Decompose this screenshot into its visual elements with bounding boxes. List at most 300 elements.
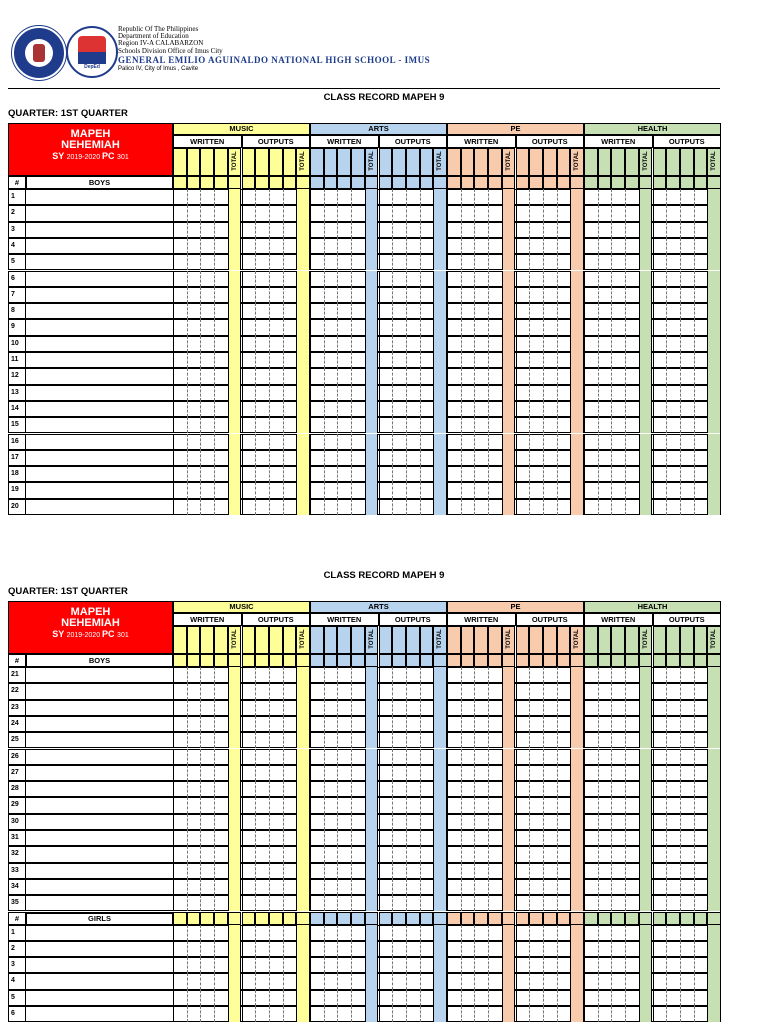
score-cell xyxy=(420,667,434,683)
total-cell xyxy=(639,732,653,748)
score-cell xyxy=(653,667,667,683)
score-cell xyxy=(461,814,475,830)
row-number: 14 xyxy=(11,404,19,412)
total-cell xyxy=(365,814,379,830)
score-cell xyxy=(625,941,639,957)
score-cell xyxy=(392,716,406,732)
score-cell xyxy=(337,895,351,911)
score-cell xyxy=(529,303,543,319)
score-cell xyxy=(625,781,639,797)
hps-cell xyxy=(406,654,420,667)
score-cell xyxy=(379,895,393,911)
score-cell xyxy=(324,925,338,941)
total-cell xyxy=(707,814,721,830)
score-cell xyxy=(694,352,708,368)
score-cell xyxy=(474,401,488,417)
score-cell xyxy=(529,417,543,433)
score-cell xyxy=(666,1006,680,1022)
quarter-label: QUARTER: 1ST QUARTER xyxy=(8,108,128,119)
score-cell xyxy=(255,450,269,466)
total-cell xyxy=(570,466,584,482)
score-cell xyxy=(680,352,694,368)
score-cell xyxy=(625,482,639,498)
score-cell xyxy=(461,973,475,989)
score-cell xyxy=(283,814,297,830)
total-cell xyxy=(228,368,242,384)
score-cell xyxy=(310,189,324,205)
score-cell xyxy=(653,303,667,319)
total-cell xyxy=(502,830,516,846)
score-cell xyxy=(543,941,557,957)
total-label: TOTAL xyxy=(574,629,581,649)
total-cell xyxy=(707,830,721,846)
score-cell xyxy=(242,336,256,352)
score-cell xyxy=(173,385,187,401)
hps-cell xyxy=(242,912,256,925)
score-cell xyxy=(351,957,365,973)
score-cell xyxy=(200,990,214,1006)
hps-cell xyxy=(283,176,297,189)
score-column-header xyxy=(694,148,708,176)
total-cell xyxy=(365,716,379,732)
row-number: 34 xyxy=(11,882,19,890)
total-label: TOTAL xyxy=(368,629,375,649)
hps-cell xyxy=(365,176,379,189)
score-cell xyxy=(283,450,297,466)
score-cell xyxy=(543,222,557,238)
score-cell xyxy=(200,499,214,515)
score-cell xyxy=(187,716,201,732)
score-cell xyxy=(516,271,530,287)
score-cell xyxy=(625,417,639,433)
score-cell xyxy=(200,700,214,716)
score-cell xyxy=(187,287,201,303)
component-label: WRITTEN xyxy=(601,615,636,624)
total-cell xyxy=(365,222,379,238)
score-cell xyxy=(187,941,201,957)
score-cell xyxy=(200,417,214,433)
hps-cell xyxy=(269,654,283,667)
score-column-header xyxy=(187,148,201,176)
letterhead-line: Department of Education xyxy=(118,32,189,41)
score-cell xyxy=(337,205,351,221)
score-column-header xyxy=(694,626,708,654)
score-cell xyxy=(529,957,543,973)
hps-cell xyxy=(639,912,653,925)
score-cell xyxy=(625,683,639,699)
score-column-header xyxy=(379,626,393,654)
score-cell xyxy=(324,716,338,732)
hps-cell xyxy=(187,654,201,667)
score-cell xyxy=(543,336,557,352)
row-number: 19 xyxy=(11,486,19,494)
total-cell xyxy=(707,667,721,683)
sy-value: 2019-2020 xyxy=(66,154,103,161)
total-cell xyxy=(433,417,447,433)
score-cell xyxy=(392,385,406,401)
score-cell xyxy=(379,499,393,515)
score-cell xyxy=(269,417,283,433)
score-cell xyxy=(611,222,625,238)
score-cell xyxy=(474,925,488,941)
score-cell xyxy=(557,973,571,989)
score-cell xyxy=(337,879,351,895)
total-cell xyxy=(570,700,584,716)
score-cell xyxy=(351,879,365,895)
score-cell xyxy=(529,1006,543,1022)
total-cell xyxy=(502,401,516,417)
score-cell xyxy=(420,450,434,466)
hps-cell xyxy=(461,912,475,925)
total-cell xyxy=(433,957,447,973)
score-cell xyxy=(447,814,461,830)
score-cell xyxy=(173,482,187,498)
total-cell xyxy=(433,385,447,401)
score-cell xyxy=(474,879,488,895)
score-cell xyxy=(557,749,571,765)
score-cell xyxy=(420,222,434,238)
total-cell xyxy=(639,189,653,205)
score-cell xyxy=(625,879,639,895)
score-cell xyxy=(379,189,393,205)
score-cell xyxy=(543,271,557,287)
score-cell xyxy=(392,797,406,813)
total-cell xyxy=(433,1006,447,1022)
score-cell xyxy=(173,973,187,989)
total-label: TOTAL xyxy=(231,151,238,171)
score-cell xyxy=(516,667,530,683)
hps-cell xyxy=(516,654,530,667)
score-cell xyxy=(584,205,598,221)
hps-cell xyxy=(337,912,351,925)
component-label: OUTPUTS xyxy=(531,615,568,624)
score-cell xyxy=(406,846,420,862)
total-cell xyxy=(296,482,310,498)
score-cell xyxy=(379,716,393,732)
score-cell xyxy=(283,830,297,846)
score-cell xyxy=(200,466,214,482)
score-cell xyxy=(543,401,557,417)
score-cell xyxy=(324,303,338,319)
score-cell xyxy=(173,499,187,515)
total-cell xyxy=(570,765,584,781)
total-cell xyxy=(228,434,242,450)
hps-cell xyxy=(173,912,187,925)
score-cell xyxy=(255,222,269,238)
letterhead xyxy=(118,26,430,73)
score-cell xyxy=(173,957,187,973)
score-cell xyxy=(420,434,434,450)
score-cell xyxy=(310,683,324,699)
score-cell xyxy=(584,319,598,335)
score-cell xyxy=(666,222,680,238)
score-cell xyxy=(214,863,228,879)
total-cell xyxy=(707,846,721,862)
total-cell xyxy=(365,238,379,254)
score-cell xyxy=(173,319,187,335)
score-cell xyxy=(324,765,338,781)
total-cell xyxy=(707,1006,721,1022)
score-cell xyxy=(173,683,187,699)
score-column-header xyxy=(488,148,502,176)
score-cell xyxy=(351,205,365,221)
score-cell xyxy=(187,385,201,401)
score-cell xyxy=(694,732,708,748)
score-column-header xyxy=(474,148,488,176)
score-cell xyxy=(255,499,269,515)
score-cell xyxy=(625,352,639,368)
score-cell xyxy=(488,925,502,941)
score-cell xyxy=(653,830,667,846)
score-cell xyxy=(611,765,625,781)
total-cell xyxy=(296,925,310,941)
score-cell xyxy=(653,765,667,781)
score-cell xyxy=(557,781,571,797)
hps-cell xyxy=(447,654,461,667)
score-cell xyxy=(474,189,488,205)
score-cell xyxy=(200,336,214,352)
component-label: OUTPUTS xyxy=(257,137,294,146)
score-cell xyxy=(214,303,228,319)
score-cell xyxy=(598,222,612,238)
score-cell xyxy=(598,385,612,401)
score-cell xyxy=(474,352,488,368)
score-cell xyxy=(447,352,461,368)
total-cell xyxy=(502,667,516,683)
score-cell xyxy=(351,499,365,515)
score-cell xyxy=(420,417,434,433)
score-cell xyxy=(173,466,187,482)
score-cell xyxy=(406,482,420,498)
score-cell xyxy=(598,336,612,352)
hash-label: # xyxy=(14,913,20,923)
score-cell xyxy=(337,368,351,384)
hps-cell xyxy=(337,654,351,667)
score-cell xyxy=(269,368,283,384)
score-cell xyxy=(611,368,625,384)
subject-name: MAPEH xyxy=(70,606,111,618)
score-cell xyxy=(529,973,543,989)
score-cell xyxy=(447,401,461,417)
score-cell xyxy=(447,941,461,957)
score-cell xyxy=(337,863,351,879)
score-cell xyxy=(611,895,625,911)
score-column-header xyxy=(625,626,639,654)
score-cell xyxy=(516,352,530,368)
score-cell xyxy=(653,797,667,813)
score-cell xyxy=(255,352,269,368)
score-cell xyxy=(680,683,694,699)
total-cell xyxy=(365,336,379,352)
score-cell xyxy=(584,941,598,957)
total-cell xyxy=(639,352,653,368)
letterhead-line: Republic Of The Philippines xyxy=(118,25,199,33)
score-cell xyxy=(324,814,338,830)
score-cell xyxy=(584,417,598,433)
score-cell xyxy=(392,846,406,862)
score-cell xyxy=(406,957,420,973)
subject-title: HEALTH xyxy=(637,602,668,611)
score-cell xyxy=(324,222,338,238)
hps-cell xyxy=(598,912,612,925)
score-cell xyxy=(255,466,269,482)
score-cell xyxy=(447,925,461,941)
total-cell xyxy=(570,973,584,989)
score-cell xyxy=(255,846,269,862)
score-cell xyxy=(283,749,297,765)
score-cell xyxy=(310,205,324,221)
score-cell xyxy=(447,254,461,270)
score-cell xyxy=(557,319,571,335)
score-cell xyxy=(447,797,461,813)
score-cell xyxy=(543,466,557,482)
score-cell xyxy=(187,271,201,287)
score-cell xyxy=(173,222,187,238)
score-cell xyxy=(447,1006,461,1022)
hps-cell xyxy=(502,912,516,925)
total-cell xyxy=(502,925,516,941)
total-cell xyxy=(707,434,721,450)
score-cell xyxy=(653,401,667,417)
score-cell xyxy=(392,205,406,221)
score-cell xyxy=(283,941,297,957)
score-cell xyxy=(173,434,187,450)
score-cell xyxy=(379,303,393,319)
score-cell xyxy=(653,222,667,238)
score-cell xyxy=(488,830,502,846)
score-cell xyxy=(543,814,557,830)
score-cell xyxy=(269,222,283,238)
score-cell xyxy=(351,765,365,781)
score-cell xyxy=(543,368,557,384)
score-cell xyxy=(337,830,351,846)
score-column-header xyxy=(488,626,502,654)
score-cell xyxy=(474,417,488,433)
hps-cell xyxy=(653,912,667,925)
score-cell xyxy=(694,863,708,879)
score-cell xyxy=(543,287,557,303)
score-cell xyxy=(173,765,187,781)
total-cell xyxy=(707,450,721,466)
total-cell xyxy=(502,973,516,989)
score-cell xyxy=(379,271,393,287)
hps-cell xyxy=(557,176,571,189)
score-cell xyxy=(187,417,201,433)
total-cell xyxy=(570,287,584,303)
hps-cell xyxy=(310,176,324,189)
total-cell xyxy=(707,189,721,205)
score-cell xyxy=(694,990,708,1006)
total-cell xyxy=(365,271,379,287)
score-cell xyxy=(447,781,461,797)
score-cell xyxy=(214,1006,228,1022)
score-cell xyxy=(214,254,228,270)
hps-cell xyxy=(242,654,256,667)
total-cell xyxy=(296,287,310,303)
total-cell xyxy=(639,319,653,335)
score-cell xyxy=(269,254,283,270)
hps-cell xyxy=(543,176,557,189)
score-cell xyxy=(337,319,351,335)
score-cell xyxy=(598,189,612,205)
score-cell xyxy=(379,814,393,830)
score-cell xyxy=(187,222,201,238)
total-label: TOTAL xyxy=(642,629,649,649)
total-cell xyxy=(707,765,721,781)
score-cell xyxy=(200,830,214,846)
score-cell xyxy=(406,450,420,466)
score-cell xyxy=(543,700,557,716)
score-cell xyxy=(324,254,338,270)
score-cell xyxy=(584,238,598,254)
total-cell xyxy=(228,222,242,238)
score-cell xyxy=(269,749,283,765)
score-cell xyxy=(406,990,420,1006)
score-cell xyxy=(324,238,338,254)
score-cell xyxy=(187,781,201,797)
score-cell xyxy=(666,830,680,846)
total-cell xyxy=(433,482,447,498)
score-cell xyxy=(680,895,694,911)
score-cell xyxy=(269,925,283,941)
score-cell xyxy=(379,238,393,254)
score-cell xyxy=(351,336,365,352)
score-column-header xyxy=(557,148,571,176)
score-cell xyxy=(488,222,502,238)
score-cell xyxy=(694,189,708,205)
score-column-header xyxy=(557,626,571,654)
total-cell xyxy=(639,385,653,401)
total-cell xyxy=(570,846,584,862)
score-cell xyxy=(488,700,502,716)
mapeh-info-block xyxy=(8,123,173,176)
total-cell xyxy=(296,957,310,973)
total-cell xyxy=(296,189,310,205)
score-cell xyxy=(543,189,557,205)
score-cell xyxy=(214,990,228,1006)
score-cell xyxy=(337,254,351,270)
score-cell xyxy=(611,732,625,748)
score-cell xyxy=(242,401,256,417)
score-cell xyxy=(310,925,324,941)
score-cell xyxy=(173,287,187,303)
score-cell xyxy=(420,385,434,401)
score-cell xyxy=(516,450,530,466)
score-cell xyxy=(310,450,324,466)
score-cell xyxy=(242,973,256,989)
score-cell xyxy=(406,732,420,748)
score-cell xyxy=(242,482,256,498)
total-cell xyxy=(639,434,653,450)
score-cell xyxy=(379,287,393,303)
score-cell xyxy=(653,254,667,270)
score-cell xyxy=(420,466,434,482)
score-column-header xyxy=(214,148,228,176)
score-cell xyxy=(529,716,543,732)
total-cell xyxy=(365,319,379,335)
score-column-header xyxy=(461,626,475,654)
total-cell xyxy=(707,797,721,813)
score-cell xyxy=(543,482,557,498)
score-cell xyxy=(269,352,283,368)
score-cell xyxy=(200,482,214,498)
score-cell xyxy=(461,781,475,797)
total-cell xyxy=(707,879,721,895)
score-cell xyxy=(392,895,406,911)
total-cell xyxy=(433,238,447,254)
sy-label: SY xyxy=(52,151,67,161)
hps-cell xyxy=(488,654,502,667)
